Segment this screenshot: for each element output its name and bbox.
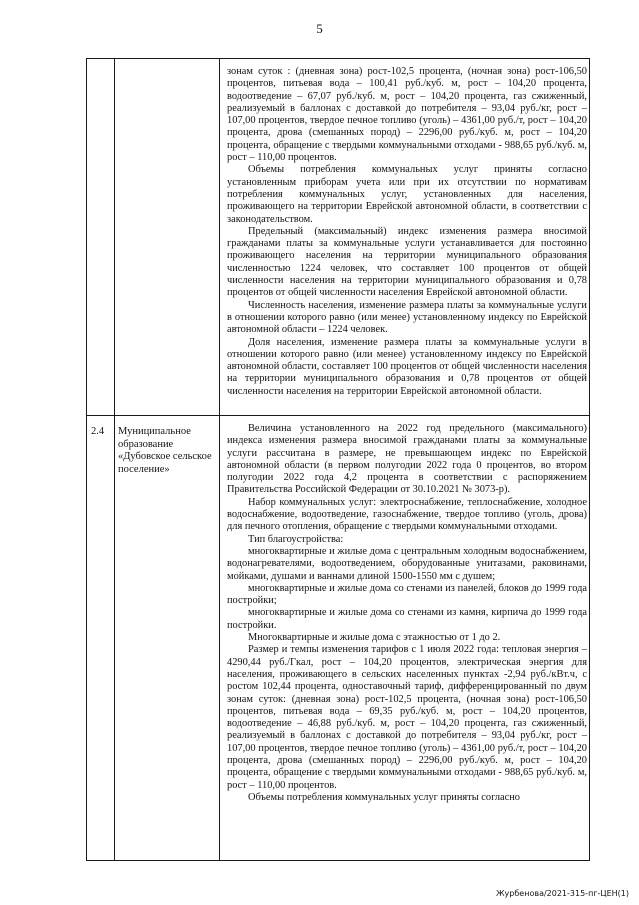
paragraph: Объемы потребления коммунальных услуг приняты согласно установленным приборам учета или при их отсутствии по нормативам потребления коммунальных услуг, установленных для населения, проживающего на территории Еврейской автономной области, в соответствии с законодательством.: [227, 164, 587, 225]
paragraph: Численность населения, изменение размера платы за коммунальные услуги в отношении которого равно (или менее) установленному индексу по Еврейской автономной области – 1224 человек.: [227, 299, 587, 336]
row-number-cell: [87, 416, 115, 861]
paragraph: многоквартирные и жилые дома со стенами из панелей, блоков до 1999 года постройки;: [227, 582, 587, 607]
document-code: Журбенова/2021-315-пг-ЦЕН(1): [495, 889, 629, 898]
paragraph: Тип благоустройства:: [248, 533, 344, 545]
description-cell: [220, 59, 590, 416]
description-text: [220, 59, 589, 404]
row-number: [87, 59, 114, 69]
municipality-name-cell: [115, 416, 220, 861]
table-row: [87, 59, 590, 416]
paragraph: Набор коммунальных услуг: электроснабжение, теплоснабжение, холодное водоснабжение, водоотведение, газоснабжение, твердое топливо (уголь, дрова) для печного отопления, обращение с твердыми коммунальными отходами.: [227, 496, 587, 533]
row-number: 2.4: [91, 426, 105, 437]
row-number-cell: [87, 59, 115, 416]
description-text: [220, 416, 589, 810]
paragraph: зонам суток : (дневная зона) рост-102,5 процента, (ночная зона) рост-106,50 процентов, питьевая вода – 100,41 руб./куб. м, рост – 104,20 процента, водоотведение – 67,07 руб./куб. м, рост – 104,20 процента, газ сжиженный, реализуемый в баллонах с доставкой до потребителя – 93,04 руб./кг, рост – 107,00 процентов, твердое печное топливо (уголь) – 4361,00 руб./т, рост – 104,20 процента, дрова (смешанных пород) – 2296,00 руб./куб. м, рост – 104,20 процента, обращение с твердыми коммунальными отходами - 988,65 руб./куб. м, рост – 110,00 процентов.: [227, 66, 587, 164]
paragraph: многоквартирные и жилые дома со стенами из камня, кирпича до 1999 года постройки.: [227, 607, 587, 631]
table-row: [87, 416, 590, 861]
paragraph: многоквартирные и жилые дома с центральным холодным водоснабжением, водонагревателями, водоотведением, оборудованные унитазами, раковинами, мойками, душами и ваннами длиной 1500-1550 мм с душем;: [227, 545, 587, 582]
paragraph: Величина установленного на 2022 год предельного (максимального) индекса изменения размера вносимой гражданами платы за коммунальные услуги рассчитана в размере, не превышающем индекс по Еврейской автономной области (в первом полугодии 2022 года 0 процентов, во втором полугодии 2022 года 4,2 процента в соответствии с распоряжением Правительства Российской Федерации от 30.10.2021 № 3073-р).: [227, 423, 587, 496]
municipality-name-cell: [115, 59, 220, 416]
municipality-name: Муниципальное образование «Дубовское сельское поселение»: [118, 426, 212, 475]
page-number: 5: [316, 21, 323, 36]
municipality-name: [115, 59, 219, 69]
paragraph: Предельный (максимальный) индекс изменения размера вносимой гражданами платы за коммунальные услуги устанавливается для постоянно проживающего населения на территории муниципального образования численностью 1224 человек, что составляет 100 процентов от общей численности населения на территории муниципального образования и 0,78 процентов от общей численности населения Еврейской автономной области.: [227, 225, 587, 299]
paragraph: Доля населения, изменение размера платы за коммунальные услуги в отношении которого равно (или менее) установленному индексу по Еврейской автономной области, составляет 100 процентов от общей численности населения на территории муниципального образования и 0,78 процентов от общей численности населения на территории Еврейской автономной области.: [227, 336, 587, 397]
paragraph: Многоквартирные и жилые дома с этажностью от 1 до 2.: [248, 632, 501, 644]
description-cell: [220, 416, 590, 861]
tariff-table: [86, 58, 590, 861]
paragraph: Объемы потребления коммунальных услуг приняты согласно: [248, 791, 521, 803]
paragraph: Размер и темпы изменения тарифов с 1 июля 2022 года: тепловая энергия – 4290,44 руб./Гкал, рост – 104,20 процентов, электрическая энергия для населения, проживающего в сельских населенных пунктах -2,94 руб./кВт.ч, с ростом 102,44 процента, одноставочный тариф, дифференцированный по двум зонам суток: (дневная зона) рост-102,5 процента, (ночная зона) рост-106,50 процентов, питьевая вода – 69,35 руб./куб. м, рост – 104,20 процентов, водоотведение – 46,88 руб./куб. м, рост – 104,20 процента, газ сжиженный, реализуемый в баллонах с доставкой до потребителя – 93,04 руб./кг, рост – 107,00 процентов, твердое печное топливо (уголь) – 4361,00 руб./т, рост – 104,20 процента, дрова (смешанных пород) – 2296,00 руб./куб. м, рост – 104,20 процента, обращение с твердыми коммунальными отходами - 988,65 руб./куб. м, рост – 110,00 процентов.: [227, 644, 587, 791]
